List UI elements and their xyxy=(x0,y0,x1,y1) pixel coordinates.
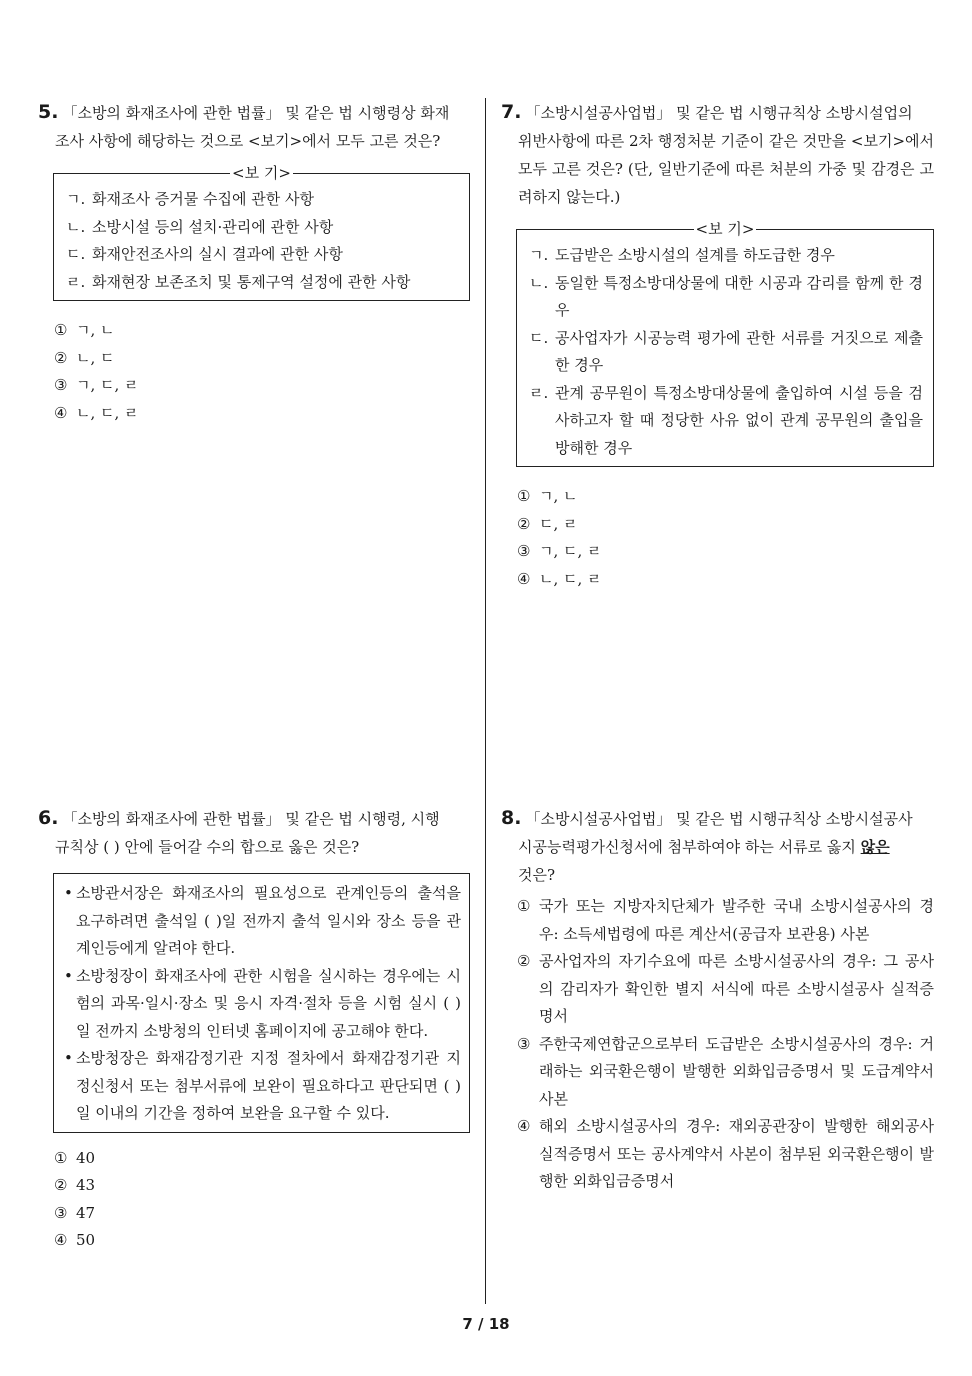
example-box-title: <보 기> xyxy=(232,164,291,182)
list-item: ㄷ. 화재안전조사의 실시 결과에 관한 사항 xyxy=(66,245,343,263)
answer-option[interactable]: ① 40 xyxy=(54,1148,96,1167)
column-divider xyxy=(485,98,486,1304)
answer-option[interactable]: ③ 주한국제연합군으로부터 도급받은 소방시설공사의 경우: 거래하는 외국환은행이 발행한 외화입금증명서 및 도급계약서 사본 xyxy=(517,1034,934,1108)
answer-option[interactable]: ② 공사업자의 자기수요에 따른 소방시설공사의 경우: 그 공사의 감리자가 확인한 별지 서식에 따른 소방시설공사 실적증명서 xyxy=(517,952,934,1025)
example-list xyxy=(54,174,469,300)
list-item: ㄱ. 도급받은 소방시설의 설계를 하도급한 경우 xyxy=(529,246,835,264)
question-6 xyxy=(38,804,470,1255)
answer-option[interactable]: ③ 47 xyxy=(54,1203,96,1222)
answer-option[interactable]: ④ 50 xyxy=(54,1231,96,1249)
question-5-stem: 5. 「소방의 화재조사에 관한 법률」 및 같은 법 시행령상 화재 조사 사항에 해당하는 것으로 <보기>에서 모두 고른 것은? xyxy=(38,101,450,150)
answer-options xyxy=(52,1145,470,1255)
answer-option[interactable]: ③ ㄱ, ㄷ, ㄹ xyxy=(54,376,139,394)
list-item: ㄴ. 동일한 특정소방대상물에 대한 시공과 감리를 함께 한 경우 xyxy=(529,273,923,319)
question-7-stem: 7. 「소방시설공사업법」 및 같은 법 시행규칙상 소방시설업의 위반사항에 따른 2차 행정처분 기준이 같은 것만을 <보기>에서 모두 고른 것은? (단, 일반기준에 따른 처분의 가중 및 감경은 고려하지 않는다.) xyxy=(501,101,934,206)
answer-option[interactable]: ① 국가 또는 지방자치단체가 발주한 국내 소방시설공사의 경우: 소득세법령에 따른 계산서(공급자 보관용) 사본 xyxy=(517,897,934,943)
answer-option[interactable]: ④ ㄴ, ㄷ, ㄹ xyxy=(54,403,139,422)
answer-option[interactable]: ① ㄱ, ㄴ xyxy=(54,321,115,339)
answer-options xyxy=(515,483,934,593)
answer-option[interactable]: ② 43 xyxy=(54,1176,96,1194)
list-item: ㄹ. 관계 공무원이 특정소방대상물에 출입하여 시설 등을 검사하고자 할 때 정당한 사유 없이 관계 공무원의 출입을 방해한 경우 xyxy=(529,383,923,457)
answer-option[interactable]: ④ ㄴ, ㄷ, ㄹ xyxy=(517,569,602,588)
answer-option[interactable]: ② ㄷ, ㄹ xyxy=(517,514,578,533)
page-number: 7 / 18 xyxy=(462,1315,510,1333)
question-6-stem: 6. 「소방의 화재조사에 관한 법률」 및 같은 법 시행령, 시행 규칙상 ( ) 안에 들어갈 수의 합으로 옳은 것은? xyxy=(38,807,440,856)
condition-box xyxy=(53,873,470,1133)
list-item: ㄴ. 소방시설 등의 설치·관리에 관한 사항 xyxy=(66,217,334,236)
answer-option[interactable]: ④ 해외 소방시설공사의 경우: 재외공관장이 발행한 해외공사 실적증명서 또는 공사계약서 사본이 첨부된 외국환은행이 발행한 외화입금증명서 xyxy=(517,1117,934,1190)
answer-option[interactable]: ③ ㄱ, ㄷ, ㄹ xyxy=(517,542,602,560)
question-number: 8. xyxy=(501,807,522,829)
example-box xyxy=(516,220,934,467)
question-number: 7. xyxy=(501,101,522,123)
answer-options xyxy=(515,893,934,1196)
answer-option[interactable]: ① ㄱ, ㄴ xyxy=(517,487,578,505)
answer-option[interactable]: ② ㄴ, ㄷ xyxy=(54,348,115,367)
question-8-stem: 8. 「소방시설공사업법」 및 같은 법 시행규칙상 소방시설공사 시공능력평가신청서에 첨부하여야 하는 서류로 옳지 않은 것은? xyxy=(501,807,913,884)
list-item: ㄱ. 화재조사 증거물 수집에 관한 사항 xyxy=(66,190,314,208)
bullet-item: • 소방청장이 화재조사에 관한 시험을 실시하는 경우에는 시험의 과목·일시·장소 및 응시 자격·절차 등을 시험 실시 ( )일 전까지 소방청의 인터넷 홈페이지에 공고해야 한다. xyxy=(64,966,461,1040)
question-5 xyxy=(38,98,470,427)
example-box-title: <보 기> xyxy=(695,220,755,238)
emphasis-not: 않은 xyxy=(860,838,890,856)
list-item: ㄹ. 화재현장 보존조치 및 통제구역 설정에 관한 사항 xyxy=(66,272,411,291)
bullet-item: • 소방청장은 화재감정기관 지정 절차에서 화재감정기관 지정신청서 또는 첨부서류에 보완이 필요하다고 판단되면 ( )일 이내의 기간을 정하여 보완을 요구할 수 있다. xyxy=(64,1049,461,1122)
question-number: 6. xyxy=(38,807,59,829)
bullet-item: • 소방관서장은 화재조사의 필요성으로 관계인등의 출석을 요구하려면 출석일 ( )일 전까지 출석 일시와 장소 등을 관계인등에게 알려야 한다. xyxy=(64,884,461,957)
question-number: 5. xyxy=(38,101,59,123)
example-box xyxy=(53,164,470,301)
list-item: ㄷ. 공사업자가 시공능력 평가에 관한 서류를 거짓으로 제출한 경우 xyxy=(529,328,923,374)
question-7 xyxy=(501,98,934,593)
question-8 xyxy=(501,804,934,1196)
answer-options xyxy=(52,317,470,427)
example-list xyxy=(517,230,933,466)
